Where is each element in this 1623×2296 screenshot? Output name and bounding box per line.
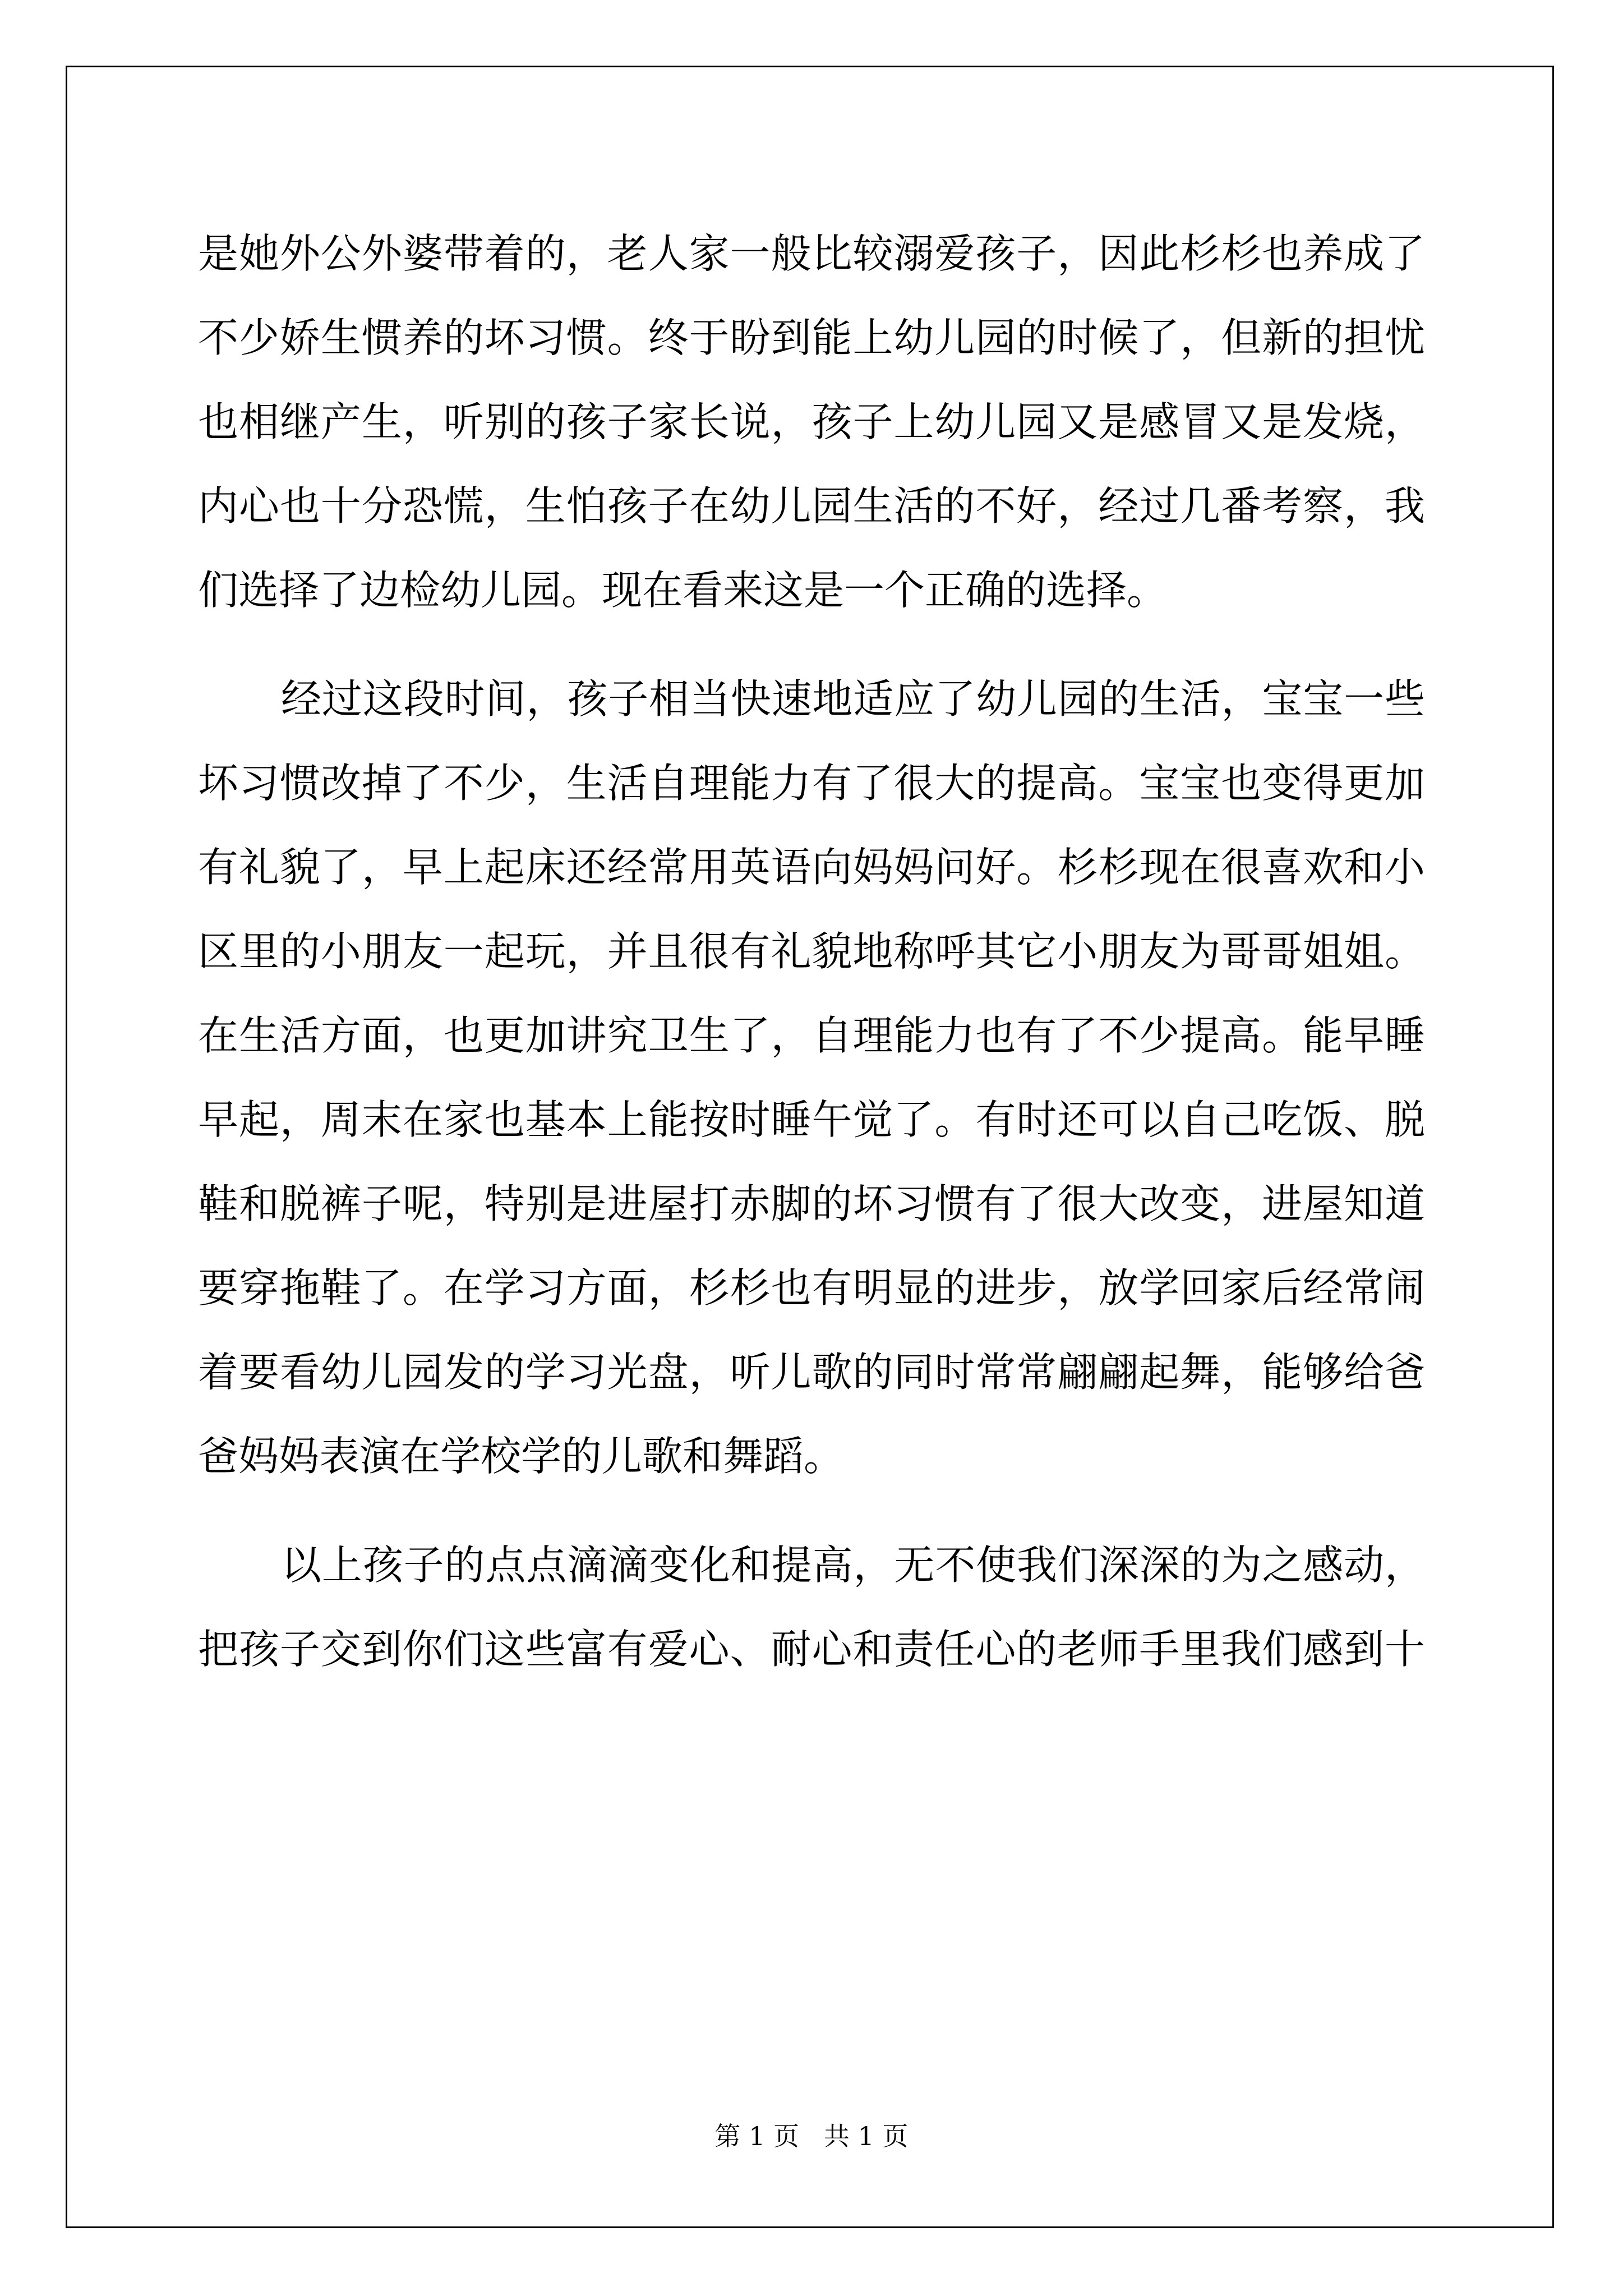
- text-line: 要穿拖鞋了。在学习方面，杉杉也有明显的进步，放学回家后经常闹: [198, 1264, 1425, 1312]
- text-line: 早起，周末在家也基本上能按时睡午觉了。有时还可以自己吃饭、脱: [198, 1096, 1425, 1143]
- text-line: 坏习惯改掉了不少，生活自理能力有了很大的提高。宝宝也变得更加: [198, 760, 1425, 807]
- text-line: 不少娇生惯养的坏习惯。终于盼到能上幼儿园的时候了，但新的担忧: [198, 314, 1425, 361]
- text-line: 也相继产生，听别的孩子家长说，孩子上幼儿园又是感冒又是发烧，: [198, 398, 1425, 445]
- text-line: 把孩子交到你们这些富有爱心、耐心和责任心的老师手里我们感到十: [198, 1626, 1425, 1673]
- text-line: 是她外公外婆带着的，老人家一般比较溺爱孩子，因此杉杉也养成了: [198, 230, 1425, 277]
- text-line: 在生活方面，也更加讲究卫生了，自理能力也有了不少提高。能早睡: [198, 1012, 1425, 1059]
- text-line: 经过这段时间，孩子相当快速地适应了幼儿园的生活，宝宝一些: [281, 675, 1425, 723]
- text-line: 着要看幼儿园发的学习光盘，听儿歌的同时常常翩翩起舞，能够给爸: [198, 1349, 1425, 1396]
- text-line: 内心也十分恐慌，生怕孩子在幼儿园生活的不好，经过几番考察，我: [198, 482, 1425, 530]
- document-body: [198, 211, 1425, 1691]
- text-line: 们选择了边检幼儿园。现在看来这是一个正确的选择。: [198, 567, 1168, 614]
- page-footer: 第 1 页 共 1 页: [714, 2121, 909, 2151]
- text-line: 有礼貌了，早上起床还经常用英语向妈妈问好。杉杉现在很喜欢和小: [198, 844, 1425, 891]
- text-line: 区里的小朋友一起玩，并且很有礼貌地称呼其它小朋友为哥哥姐姐。: [198, 928, 1425, 975]
- text-line: 爸妈妈表演在学校学的儿歌和舞蹈。: [198, 1433, 845, 1480]
- text-line: 鞋和脱裤子呢，特别是进屋打赤脚的坏习惯有了很大改变，进屋知道: [198, 1180, 1425, 1227]
- text-line: 以上孩子的点点滴滴变化和提高，无不使我们深深的为之感动，: [281, 1542, 1425, 1589]
